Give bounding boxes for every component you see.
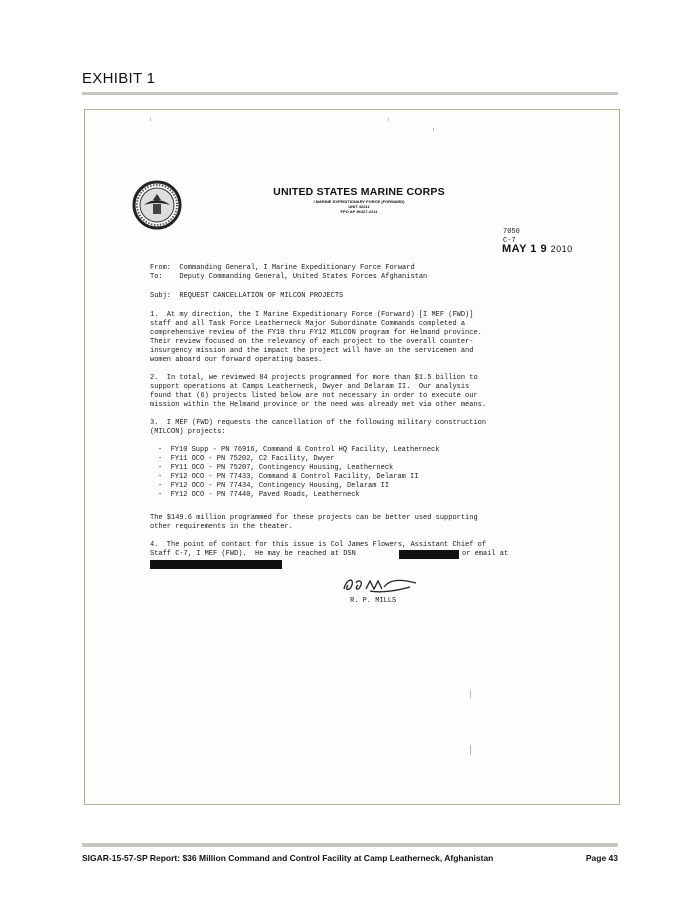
exhibit-title: EXHIBIT 1 xyxy=(82,70,156,87)
paragraph-line: staff and all Task Force Leatherneck Major Subordinate Commands completed a xyxy=(150,320,466,328)
scan-speck xyxy=(150,118,151,121)
paragraph-line: support operations at Camps Leatherneck, Dwyer and Delaram II. Our analysis xyxy=(150,383,470,391)
paragraph-line: The $149.6 million programmed for these projects can be better used supporting xyxy=(150,514,478,522)
subject-line: Subj: REQUEST CANCELLATION OF MILCON PROJECTS xyxy=(150,292,344,300)
redacted-phone xyxy=(399,550,459,559)
redacted-email xyxy=(150,560,282,569)
paragraph-line: 3. I MEF (FWD) requests the cancellation of the following military construction xyxy=(150,419,487,427)
ref-code: 7050 xyxy=(503,228,520,236)
signature-scribble xyxy=(340,573,420,597)
paragraph-line: 4. The point of contact for this issue is Col James Flowers, Assistant Chief of xyxy=(150,541,487,549)
paragraph-line: Their review focused on the relevancy of each project to the overall counter- xyxy=(150,338,474,346)
to-line: To: Deputy Commanding General, United States Forces Afghanistan xyxy=(150,273,428,281)
paragraph-line: (MILCON) projects: xyxy=(150,428,226,436)
paragraph-line: insurgency mission and the impact the project will have on the servicemen and xyxy=(150,347,474,355)
date-month-day: MAY 1 9 xyxy=(502,243,548,255)
date-stamp xyxy=(502,243,573,255)
scan-speck xyxy=(433,128,434,131)
from-line: From: Commanding General, I Marine Expeditionary Force Forward xyxy=(150,264,415,272)
top-rule xyxy=(82,92,618,95)
list-item: - FY11 OCO - PN 75202, C2 Facility, Dwyer xyxy=(158,455,335,463)
scan-speck xyxy=(388,118,389,121)
paragraph-line: or email at xyxy=(462,550,509,558)
paragraph-line: Staff C-7, I MEF (FWD). He may be reached at DSN xyxy=(150,550,356,558)
paragraph-line: mission within the Helmand province or the need was already met via other means. xyxy=(150,401,487,409)
scan-speck xyxy=(470,745,471,755)
paragraph-line: comprehensive review of the FY10 thru FY12 MILCON program for Helmand province. xyxy=(150,329,482,337)
paragraph-line: other requirements in the theater. xyxy=(150,523,293,531)
paragraph-line: found that (6) projects listed below are not necessary in order to execute our xyxy=(150,392,478,400)
dod-seal-icon xyxy=(132,180,182,230)
footer-report-title: SIGAR-15-57-SP Report: $36 Million Command and Control Facility at Camp Leatherneck, Afghanistan xyxy=(82,853,494,863)
list-item: - FY12 OCO - PN 77433, Command & Control Facility, Delaram II xyxy=(158,473,419,481)
paragraph-line: 1. At my direction, the I Marine Expeditionary Force (Forward) [I MEF (FWD)] xyxy=(150,311,474,319)
list-item: - FY11 OCO - PN 75207, Contingency Housing, Leatherneck xyxy=(158,464,394,472)
bottom-rule xyxy=(82,843,618,847)
letterhead-unit: I MARINE EXPEDITIONARY FORCE (FORWARD) xyxy=(313,199,405,204)
letterhead-fpo: FPO AP 96427-2211 xyxy=(340,209,378,214)
letterhead-unit-number: UNIT 42211 xyxy=(348,204,370,209)
list-item: - FY12 OCO - PN 77434, Contingency Housing, Delaram II xyxy=(158,482,390,490)
signature-name: R. P. MILLS xyxy=(350,597,397,605)
paragraph-line: women aboard our forward operating bases. xyxy=(150,356,323,364)
scan-speck xyxy=(470,690,471,698)
date-year: 2010 xyxy=(550,244,573,254)
list-item: - FY12 OCO - PN 77440, Paved Roads, Leatherneck xyxy=(158,491,360,499)
paragraph-line: 2. In total, we reviewed 84 projects programmed for more than $1.5 billion to xyxy=(150,374,478,382)
list-item: - FY10 Supp - PN 76916, Command & Control HQ Facility, Leatherneck xyxy=(158,446,440,454)
letterhead-org: UNITED STATES MARINE CORPS xyxy=(273,186,445,198)
ref-office: C-7 xyxy=(503,237,516,245)
footer-page-number: Page 43 xyxy=(585,853,618,863)
